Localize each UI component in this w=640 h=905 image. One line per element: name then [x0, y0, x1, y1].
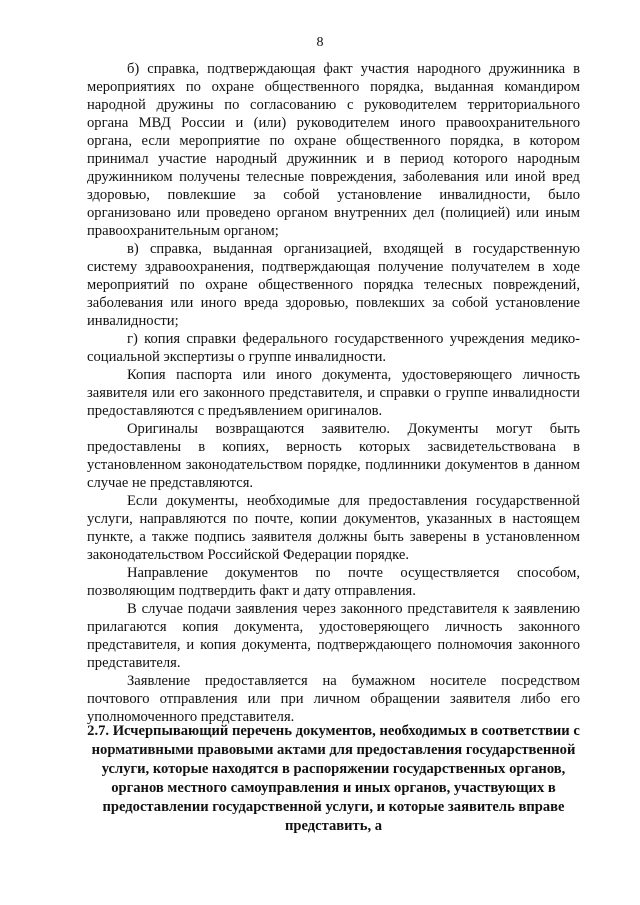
paragraph-item-v: в) справка, выданная организацией, входящей в государственную систему здравоохранения, подтверждающая получение получателем в ходе мероприятий по охране общественного порядка телесных повреждений, заболевания или иного вреда здоровью, повлекших за собой установление инвалидности; — [87, 241, 580, 329]
paragraph-item-b: б) справка, подтверждающая факт участия народного дружинника в мероприятиях по охране общественного порядка, выданная командиром народной дружины по согласованию с руководителем территориального органа МВД России и (или) руководителем иного правоохранительного органа, если мероприятие по охране общественного порядка, в котором принимал участие народный дружинник и в период которого народным дружинником получены телесные повреждения, заболевания или иной вред здоровью, повлекшие за собой установление инвалидности, было организовано или проведено органом внутренних дел (полицией) или иным правоохранительным органом; — [87, 61, 580, 239]
document-body — [87, 60, 580, 726]
paragraph-legal-representative: В случае подачи заявления через законного представителя к заявлению прилагаются копия документа, удостоверяющего личность законного представителя, и копия документа, подтверждающего полномочия законного представителя. — [87, 601, 580, 671]
paragraph-originals: Оригиналы возвращаются заявителю. Документы могут быть предоставлены в копиях, верность которых засвидетельствована в установленном законодательством порядке, подлинники документов в данном случае не представляются. — [87, 421, 580, 491]
paragraph-item-g: г) копия справки федерального государственного учреждения медико-социальной экспертизы о группе инвалидности. — [87, 331, 580, 365]
page-number: 8 — [316, 35, 324, 50]
paragraph-mail-method: Направление документов по почте осуществляется способом, позволяющим подтвердить факт и дату отправления. — [87, 565, 580, 599]
section-heading: 2.7. Исчерпывающий перечень документов, необходимых в соответствии с нормативными правовыми актами для предоставления государственной услуги, которые находятся в распоряжении государственных органов, органов местного самоуправления и иных органов, участвующих в предоставлении государственной услуги, и которые заявитель вправе представить, а — [87, 723, 580, 834]
paragraph-mail-documents: Если документы, необходимые для предоставления государственной услуги, направляются по почте, копии документов, указанных в настоящем пункте, а также подпись заявителя должны быть заверены в установленном законодательством Российской Федерации порядке. — [87, 493, 580, 563]
paragraph-paper-submission: Заявление предоставляется на бумажном носителе посредством почтового отправления или при личном обращении заявителя либо его уполномоченного представителя. — [87, 673, 580, 725]
paragraph-passport-copy: Копия паспорта или иного документа, удостоверяющего личность заявителя или его законного представителя, и справки о группе инвалидности предоставляются с предъявлением оригиналов. — [87, 367, 580, 419]
